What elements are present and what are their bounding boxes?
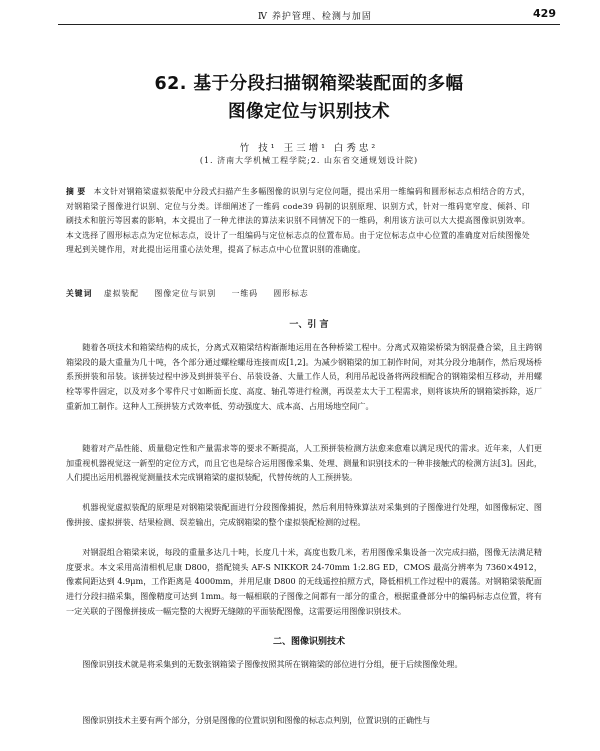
body-paragraph: 图像识别技术就是将采集到的无数张钢箱梁子图像按照其所在钢箱梁的部位进行分组，便于后续图像处理。 (82, 659, 463, 669)
keyword: 圆形标志 (273, 289, 309, 298)
body-paragraph: 随着各项技术和箱梁结构的成长，分离式双箱梁结构渐渐地运用在各种桥梁工程中。分离式双箱梁桥梁为钢混叠合梁，且主跨钢箱梁段的最大重量为几十吨，各个部分通过螺栓螺母连接而成[1,2]。为减少钢箱梁的加工制作时间，对其分段分地制作，然后现场桥系预拼装和吊装。该拼装过程中涉及到拼装平台、吊装设备、大量工作人员，利用吊起设备将两段相配合的钢箱梁相互移动，并用螺栓等零件固定，以及对多个零件尺寸如断面长度、高度、轴孔等进行检测，再误差太大于工程需求，则将该块所的钢箱梁拆除，返厂重新加工制作。这种人工预拼装方式效率低、劳动强度大、成本高、占用场地空间广。 (66, 342, 542, 411)
section-heading-image-recognition: 二、图像识别技术 (272, 637, 345, 647)
section-heading-introduction: 一、引 言 (289, 320, 329, 330)
keyword: 图像定位与识别 (154, 289, 217, 298)
abstract (66, 185, 530, 258)
body-paragraph: 图像识别技术主要有两个部分，分别是图像的位置识别和图像的标志点判别，位置识别的正确性与 (82, 715, 431, 725)
paper-title-line-1: 62. 基于分段扫描钢箱梁装配面的多幅 (154, 74, 464, 94)
body-paragraph: 随着对产品性能、质量稳定性和产量需求等的要求不断提高，人工预拼装检测方法愈来愈难以满足现代的需求。近年来，人们更加重视机器视觉这一新型的定位方式，而且它也是综合运用图像采集、处理、测量和识别技术的一种非接触式的检测方法[3]。因此，人们提出运用机器视觉测量技术完成钢箱梁的虚拟装配，代替传统的人工预拼装。 (66, 443, 542, 483)
paper-title-line-2: 图像定位与识别技术 (228, 102, 390, 122)
keyword: 一维码 (231, 289, 258, 298)
body-paragraph: 对钢混组合箱梁来说，每段的重量多达几十吨，长度几十米，高度也数几米，若用图像采集设备一次完成扫描，图像无法满足精度要求。本文采用高清相机尼康 D800，搭配镜头 AF-S NIKKOR 24-70mm 1:2.8G ED，CMOS 最高分辨率为 7360×4912，像素间距达到 4.9μm，工作距离是 4000mm，并用尼康 D800 的无线遥控拍照方式，降低相机工作过程中的震荡。对钢箱梁装配面进行分段扫描采集，图像精度可达到 1mm。每一幅相联的子图像之间都有一部分的重合，根据重叠部分中的编码标志点位置，将有一定关联的子图像拼接成一幅完整的大视野无缝隙的平面装配图像，这需要运用图像识别技术。 (66, 547, 542, 616)
page-number: 429 (533, 7, 556, 20)
keyword: 虚拟装配 (103, 289, 140, 298)
body-paragraph: 机器视觉虚拟装配的原理是对钢箱梁装配面进行分段图像捕捉，然后利用特殊算法对采集到的子图像进行处理，如图像标定、图像拼接、虚拟拼装、结果检测、误差输出，完成钢箱梁的整个虚拟装配检测的过程。 (66, 502, 542, 527)
keywords (66, 288, 530, 299)
header-section-title: Ⅳ 养护管理、检测与加固 (258, 12, 372, 22)
keywords-label: 关键词 (66, 289, 93, 298)
running-header (58, 4, 560, 25)
abstract-label: 摘 要 (66, 187, 86, 196)
abstract-text: 本文针对钢箱梁虚拟装配中分段式扫描产生多幅图像的识别与定位问题，提出采用一维编码和圆形标志点相结合的方式，对钢箱梁子图像进行识别、定位与分类。详细阐述了一维码 code39 码制的识别原理、识别方式，针对一维码宽窄度、倾斜、印刷技术和脏污等因素的影响，本文提出了一种尤律法的算法来识别不同情况下的一维码，利用该方法可以大大提高图像识别效率。本文选择了圆形标志点为定位标志点，设计了一组编码与定位标志点的位置布局。由于定位标志点中心位置的准确度对后续图像处理起到关键作用，对此提出运用重心法处理，提高了标志点中心位置识别的准确度。 (66, 187, 530, 255)
affiliation: (1. 济南大学机械工程学院;2. 山东省交通规划设计院) (199, 156, 419, 165)
author-list: 竹 技¹ 王三增¹ 白秀忠² (239, 143, 379, 154)
